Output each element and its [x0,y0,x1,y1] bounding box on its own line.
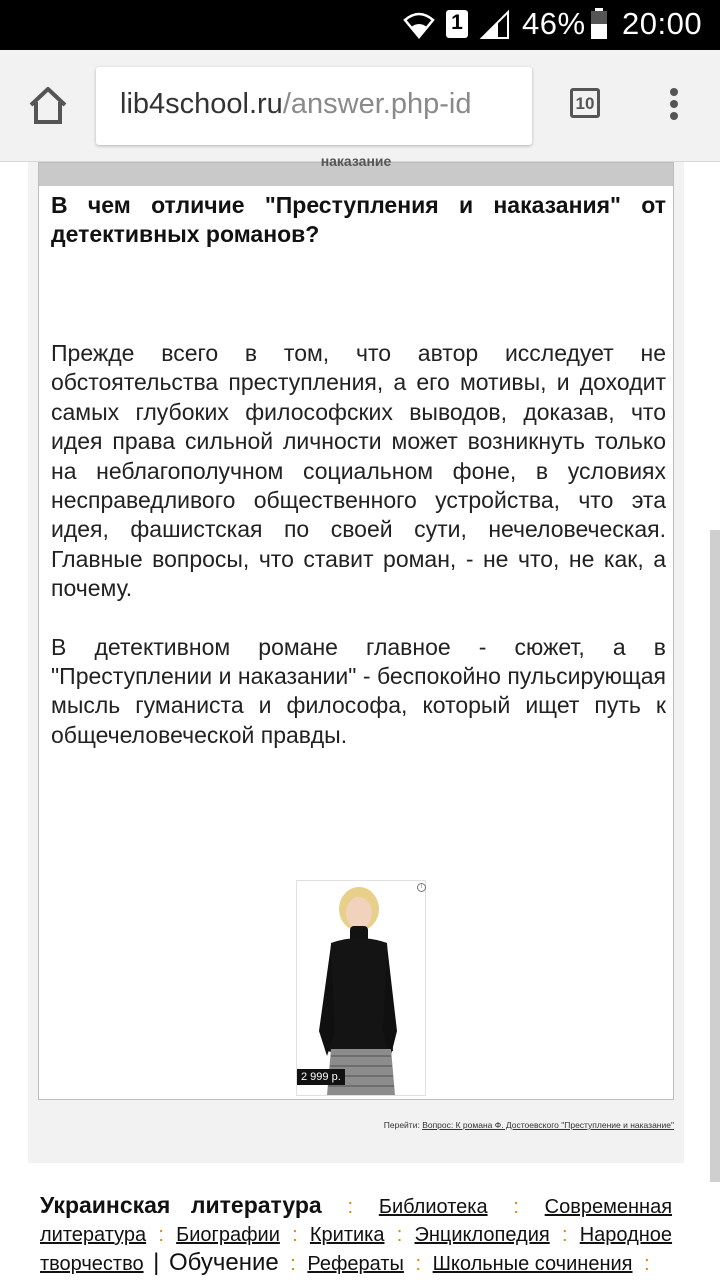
footer-section-title: Обучение [168,1249,279,1276]
battery-icon [590,8,608,40]
page-content [0,153,720,1280]
status-bar [0,0,720,50]
section-divider: | [153,1249,160,1276]
footer-link-library[interactable]: Библиотека [378,1196,488,1218]
wifi-icon [403,10,435,40]
ad-info-icon[interactable]: i [417,883,426,892]
footer-link-biographies[interactable]: Биографии [176,1224,280,1246]
answer-paragraph: Прежде всего в том, что автор исследует не обстоятельства преступления, а его мотивы, и доходит самых глубоких философских выводов, доказав, что идея права сильной личности может возникнуть только на неблагополучном социальном фоне, в условиях несправедливого общественного устройства, что эта идея, фашистская по своей сути, нечеловеческая. Главные вопросы, что ставит роман, - не что, не как, а почему. [51,340,666,602]
answer-text [51,339,666,779]
separator: : [290,1253,296,1275]
ad-banner[interactable] [296,880,426,1096]
separator: : [513,1196,519,1218]
separator: : [396,1224,403,1246]
card-header [39,153,673,186]
battery-percent: 46% [522,6,586,41]
goto-label: Перейти: [383,1120,420,1130]
footer-navigation [28,1165,684,1280]
clock: 20:00 [622,6,703,41]
footer-link-folk[interactable]: Народное творчество [40,1224,673,1275]
footer-link-modern[interactable]: Современная литература [40,1196,673,1246]
separator: : [644,1253,650,1275]
ad-image [297,881,425,1095]
signal-icon [480,10,510,40]
ad-price: 2 999 р. [297,1069,345,1085]
separator: : [292,1224,298,1246]
separator: : [158,1224,164,1246]
sim-number: 1 [451,11,463,34]
card-header-text: наказание [320,153,392,169]
browser-toolbar [0,50,720,162]
url-path: /answer.php-id [282,88,472,120]
overflow-menu-icon[interactable] [668,88,680,124]
footer-link-encyclopedia[interactable]: Энциклопедия [414,1224,550,1246]
sim-icon [446,10,468,38]
address-bar[interactable] [96,67,532,145]
separator: : [561,1224,568,1246]
url-host: lib4school.ru [120,88,283,120]
answer-paragraph: В детективном романе главное - сюжет, а в "Преступлении и наказании" - беспокойно пульсирующая мысль гуманиста и философа, который ищет путь к общечеловеческой правды. [51,633,666,748]
question-title: В чем отличие "Преступления и наказания" от детективных романов? [51,192,666,247]
footer-link-essays[interactable]: Рефераты [307,1253,404,1275]
footer-title: Украинская литература [40,1192,322,1218]
page-scrollbar[interactable] [710,530,720,1182]
footer-link-criticism[interactable]: Критика [309,1224,385,1246]
tab-switcher-button[interactable]: 10 [570,88,600,118]
footer-text [40,1191,672,1278]
separator: : [415,1253,422,1275]
home-icon[interactable] [27,85,69,127]
footer-link-school-essays[interactable]: Школьные сочинения [432,1253,633,1275]
goto-link-row [38,1120,674,1130]
url-text [120,88,471,121]
goto-link[interactable]: Вопрос: К романа Ф. Достоевского "Преступление и наказание" [422,1120,674,1130]
separator: : [347,1196,354,1218]
